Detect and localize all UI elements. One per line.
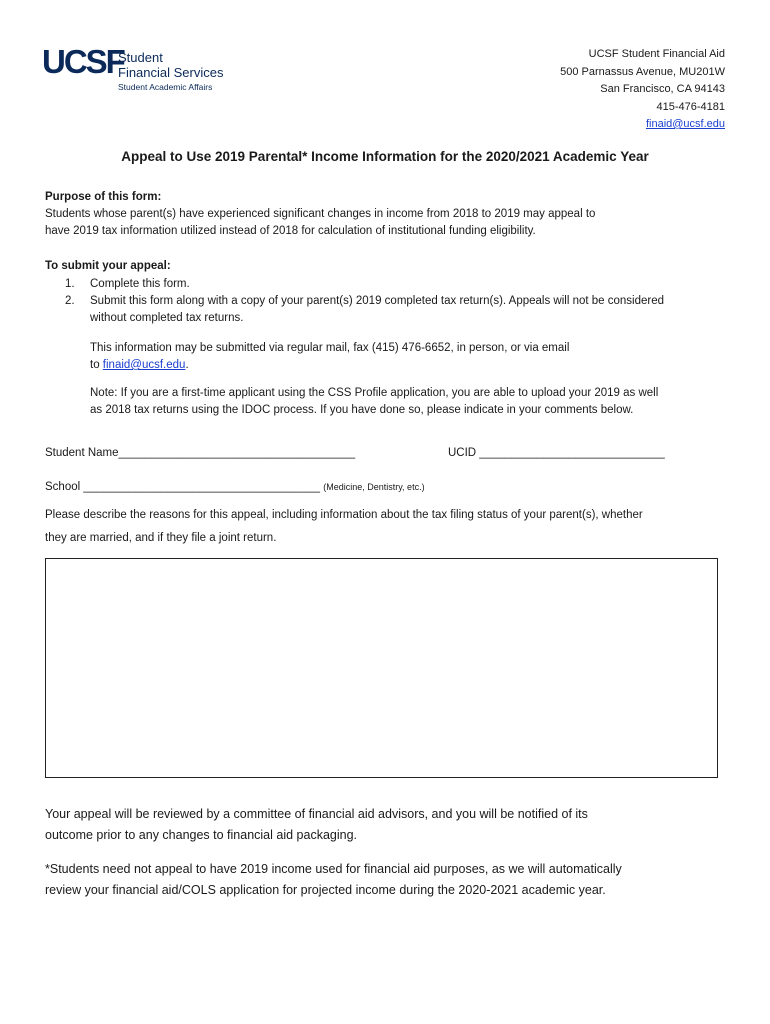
contact-address2: San Francisco, CA 94143	[600, 83, 725, 95]
asterisk-line2: review your financial aid/COLS application for projected income during the 2020-2021 academic year.	[45, 883, 606, 897]
step-number: 1.	[65, 278, 75, 290]
note-line2: as 2018 tax returns using the IDOC process. If you have done so, please indicate in your comments below.	[90, 404, 634, 416]
list-item	[65, 293, 664, 327]
school-field-line[interactable]: School _____________________________________	[45, 481, 324, 493]
logo-line-academic-affairs: Student Academic Affairs	[118, 82, 213, 92]
review-line2: outcome prior to any changes to financial aid packaging.	[45, 828, 357, 842]
form-title: Appeal to Use 2019 Parental* Income Information for the 2020/2021 Academic Year	[121, 149, 649, 164]
submission-info-line2	[90, 357, 569, 374]
submission-info	[90, 340, 569, 374]
step-number: 2.	[65, 295, 75, 307]
ucid-field[interactable]: UCID _____________________________	[448, 447, 665, 459]
logo-mark: UCSF	[42, 43, 124, 80]
contact-org: UCSF Student Financial Aid	[588, 48, 725, 60]
purpose-text	[45, 206, 595, 240]
logo-text	[118, 50, 224, 93]
submit-steps	[65, 276, 664, 327]
step-text-continued: without completed tax returns.	[90, 312, 244, 324]
student-name-field[interactable]: Student Name_____________________________________	[45, 447, 356, 459]
submission-email-link[interactable]: finaid@ucsf.edu	[102, 359, 186, 371]
purpose-line1: Students whose parent(s) have experienced significant changes in income from 2018 to 2019 may appeal to	[45, 208, 596, 220]
describe-instructions	[45, 504, 643, 550]
step-text: Submit this form along with a copy of your parent(s) 2019 completed tax return(s). Appeals will not be considered	[90, 295, 665, 307]
describe-line2: they are married, and if they file a joint return.	[45, 532, 277, 544]
review-statement	[45, 804, 725, 846]
step-text: Complete this form.	[90, 278, 190, 290]
list-item	[65, 276, 664, 293]
logo-line-financial-services: Financial Services	[118, 65, 224, 80]
css-profile-note	[90, 385, 658, 419]
purpose-line2: have 2019 tax information utilized instead of 2018 for calculation of institutional funding eligibility.	[45, 225, 536, 237]
logo-line-student: Student	[118, 50, 163, 65]
review-line1: Your appeal will be reviewed by a committee of financial aid advisors, and you will be notified of its	[45, 807, 588, 821]
contact-email-link[interactable]: finaid@ucsf.edu	[645, 118, 725, 130]
asterisk-note	[45, 859, 725, 901]
contact-address1: 500 Parnassus Avenue, MU201W	[560, 65, 725, 78]
appeal-reason-textbox[interactable]	[45, 558, 718, 778]
contact-block	[560, 46, 725, 134]
asterisk-line1: *Students need not appeal to have 2019 income used for financial aid purposes, as we will automatically	[45, 862, 622, 876]
school-field[interactable]	[45, 481, 425, 493]
note-line1: Note: If you are a first-time applicant using the CSS Profile application, you are able to upload your 2019 as well	[90, 387, 659, 399]
purpose-heading: Purpose of this form:	[45, 191, 162, 203]
describe-line1: Please describe the reasons for this appeal, including information about the tax filing status of your parent(s), whether	[45, 509, 643, 521]
submit-heading: To submit your appeal:	[45, 260, 171, 272]
contact-phone: 415-476-4181	[656, 100, 725, 113]
submission-info-suffix: .	[185, 359, 189, 371]
submission-info-prefix: to	[90, 359, 103, 371]
school-field-note: (Medicine, Dentistry, etc.)	[323, 482, 425, 492]
submission-info-line1: This information may be submitted via regular mail, fax (415) 476-6652, in person, or via email	[90, 342, 570, 354]
